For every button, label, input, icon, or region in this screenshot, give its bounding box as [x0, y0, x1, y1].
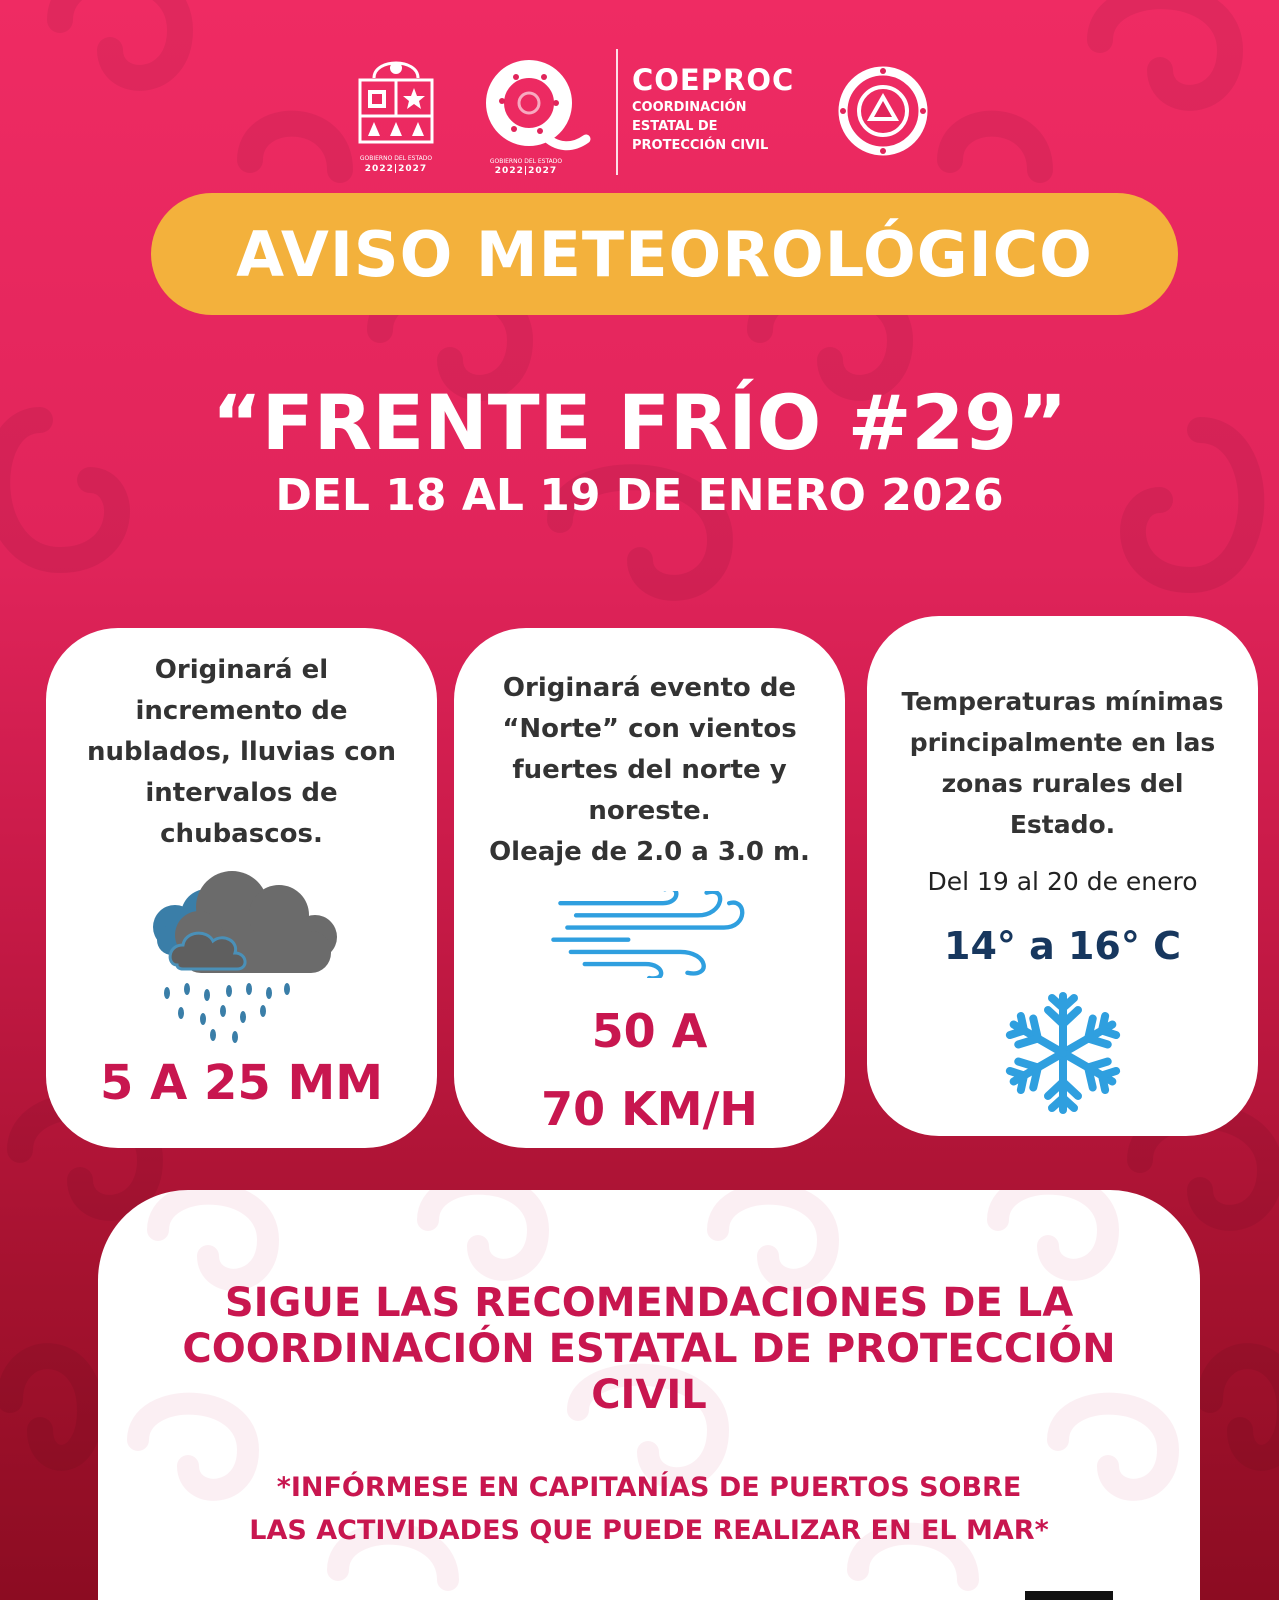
- rain-cloud-icon: [137, 865, 347, 1045]
- snowflake-icon: [998, 988, 1128, 1118]
- coeproc-subtitle-line-2: ESTATAL DE: [632, 119, 718, 134]
- coeproc-title: COEPROC: [632, 63, 795, 97]
- coeproc-subtitle-line-3: PROTECCIÓN CIVIL: [632, 138, 769, 153]
- logo-gov-years: 2022|2027: [364, 164, 428, 174]
- temperature-range: 14° a 16° C: [944, 924, 1181, 968]
- proteccion-civil-seal-icon: [835, 63, 931, 159]
- headline-title: “FRENTE FRÍO #29”: [211, 378, 1068, 467]
- logo-gov-caption: GOBIERNO DEL ESTADO: [359, 155, 433, 162]
- logo-q-caption: GOBIERNO DEL ESTADO: [489, 158, 563, 165]
- alert-banner: [151, 193, 1178, 315]
- logo-divider: [616, 49, 618, 175]
- rain-card: [46, 628, 437, 1148]
- rain-amount: 5 A 25 MM: [99, 1055, 383, 1111]
- ports-advisory-note: *INFÓRMESE EN CAPITANÍAS DE PUERTOS SOBRE LAS ACTIVIDADES QUE PUEDE REALIZAR EN EL MAR*: [249, 1472, 1049, 1546]
- coeproc-wordmark: [632, 63, 794, 154]
- recommendations-title: SIGUE LAS RECOMENDACIONES DE LA COORDINACIÓN ESTATAL DE PROTECCIÓN CIVIL: [182, 1280, 1116, 1418]
- wind-icon: [535, 891, 765, 978]
- quintana-roo-q-logo-icon: [474, 53, 594, 175]
- temperature-date-range: Del 19 al 20 de enero: [927, 867, 1198, 896]
- corner-bar: [1025, 1591, 1113, 1600]
- wind-card-text: Originará evento de “Norte” con vientos fuertes del norte y noreste. Oleaje de 2.0 a 3.0 m.: [489, 673, 810, 867]
- rain-card-text: Originará el incremento de nublados, lluvias con intervalos de chubascos.: [86, 655, 397, 849]
- wind-speed: 50 A 70 KM/H: [541, 1004, 758, 1136]
- headline-date-range: DEL 18 AL 19 DE ENERO 2026: [275, 470, 1004, 521]
- recommendations-panel: [98, 1190, 1200, 1600]
- alert-banner-label: AVISO METEOROLÓGICO: [236, 217, 1093, 291]
- temperature-card-text: Temperaturas mínimas principalmente en las zonas rurales del Estado.: [901, 687, 1224, 839]
- logo-q-years: 2022|2027: [494, 166, 558, 175]
- coeproc-subtitle-line-1: COORDINACIÓN: [632, 100, 747, 115]
- state-government-shield-icon: [352, 50, 440, 175]
- header-logos: [0, 45, 1279, 180]
- wind-card: [454, 628, 845, 1148]
- temperature-card: [867, 616, 1258, 1136]
